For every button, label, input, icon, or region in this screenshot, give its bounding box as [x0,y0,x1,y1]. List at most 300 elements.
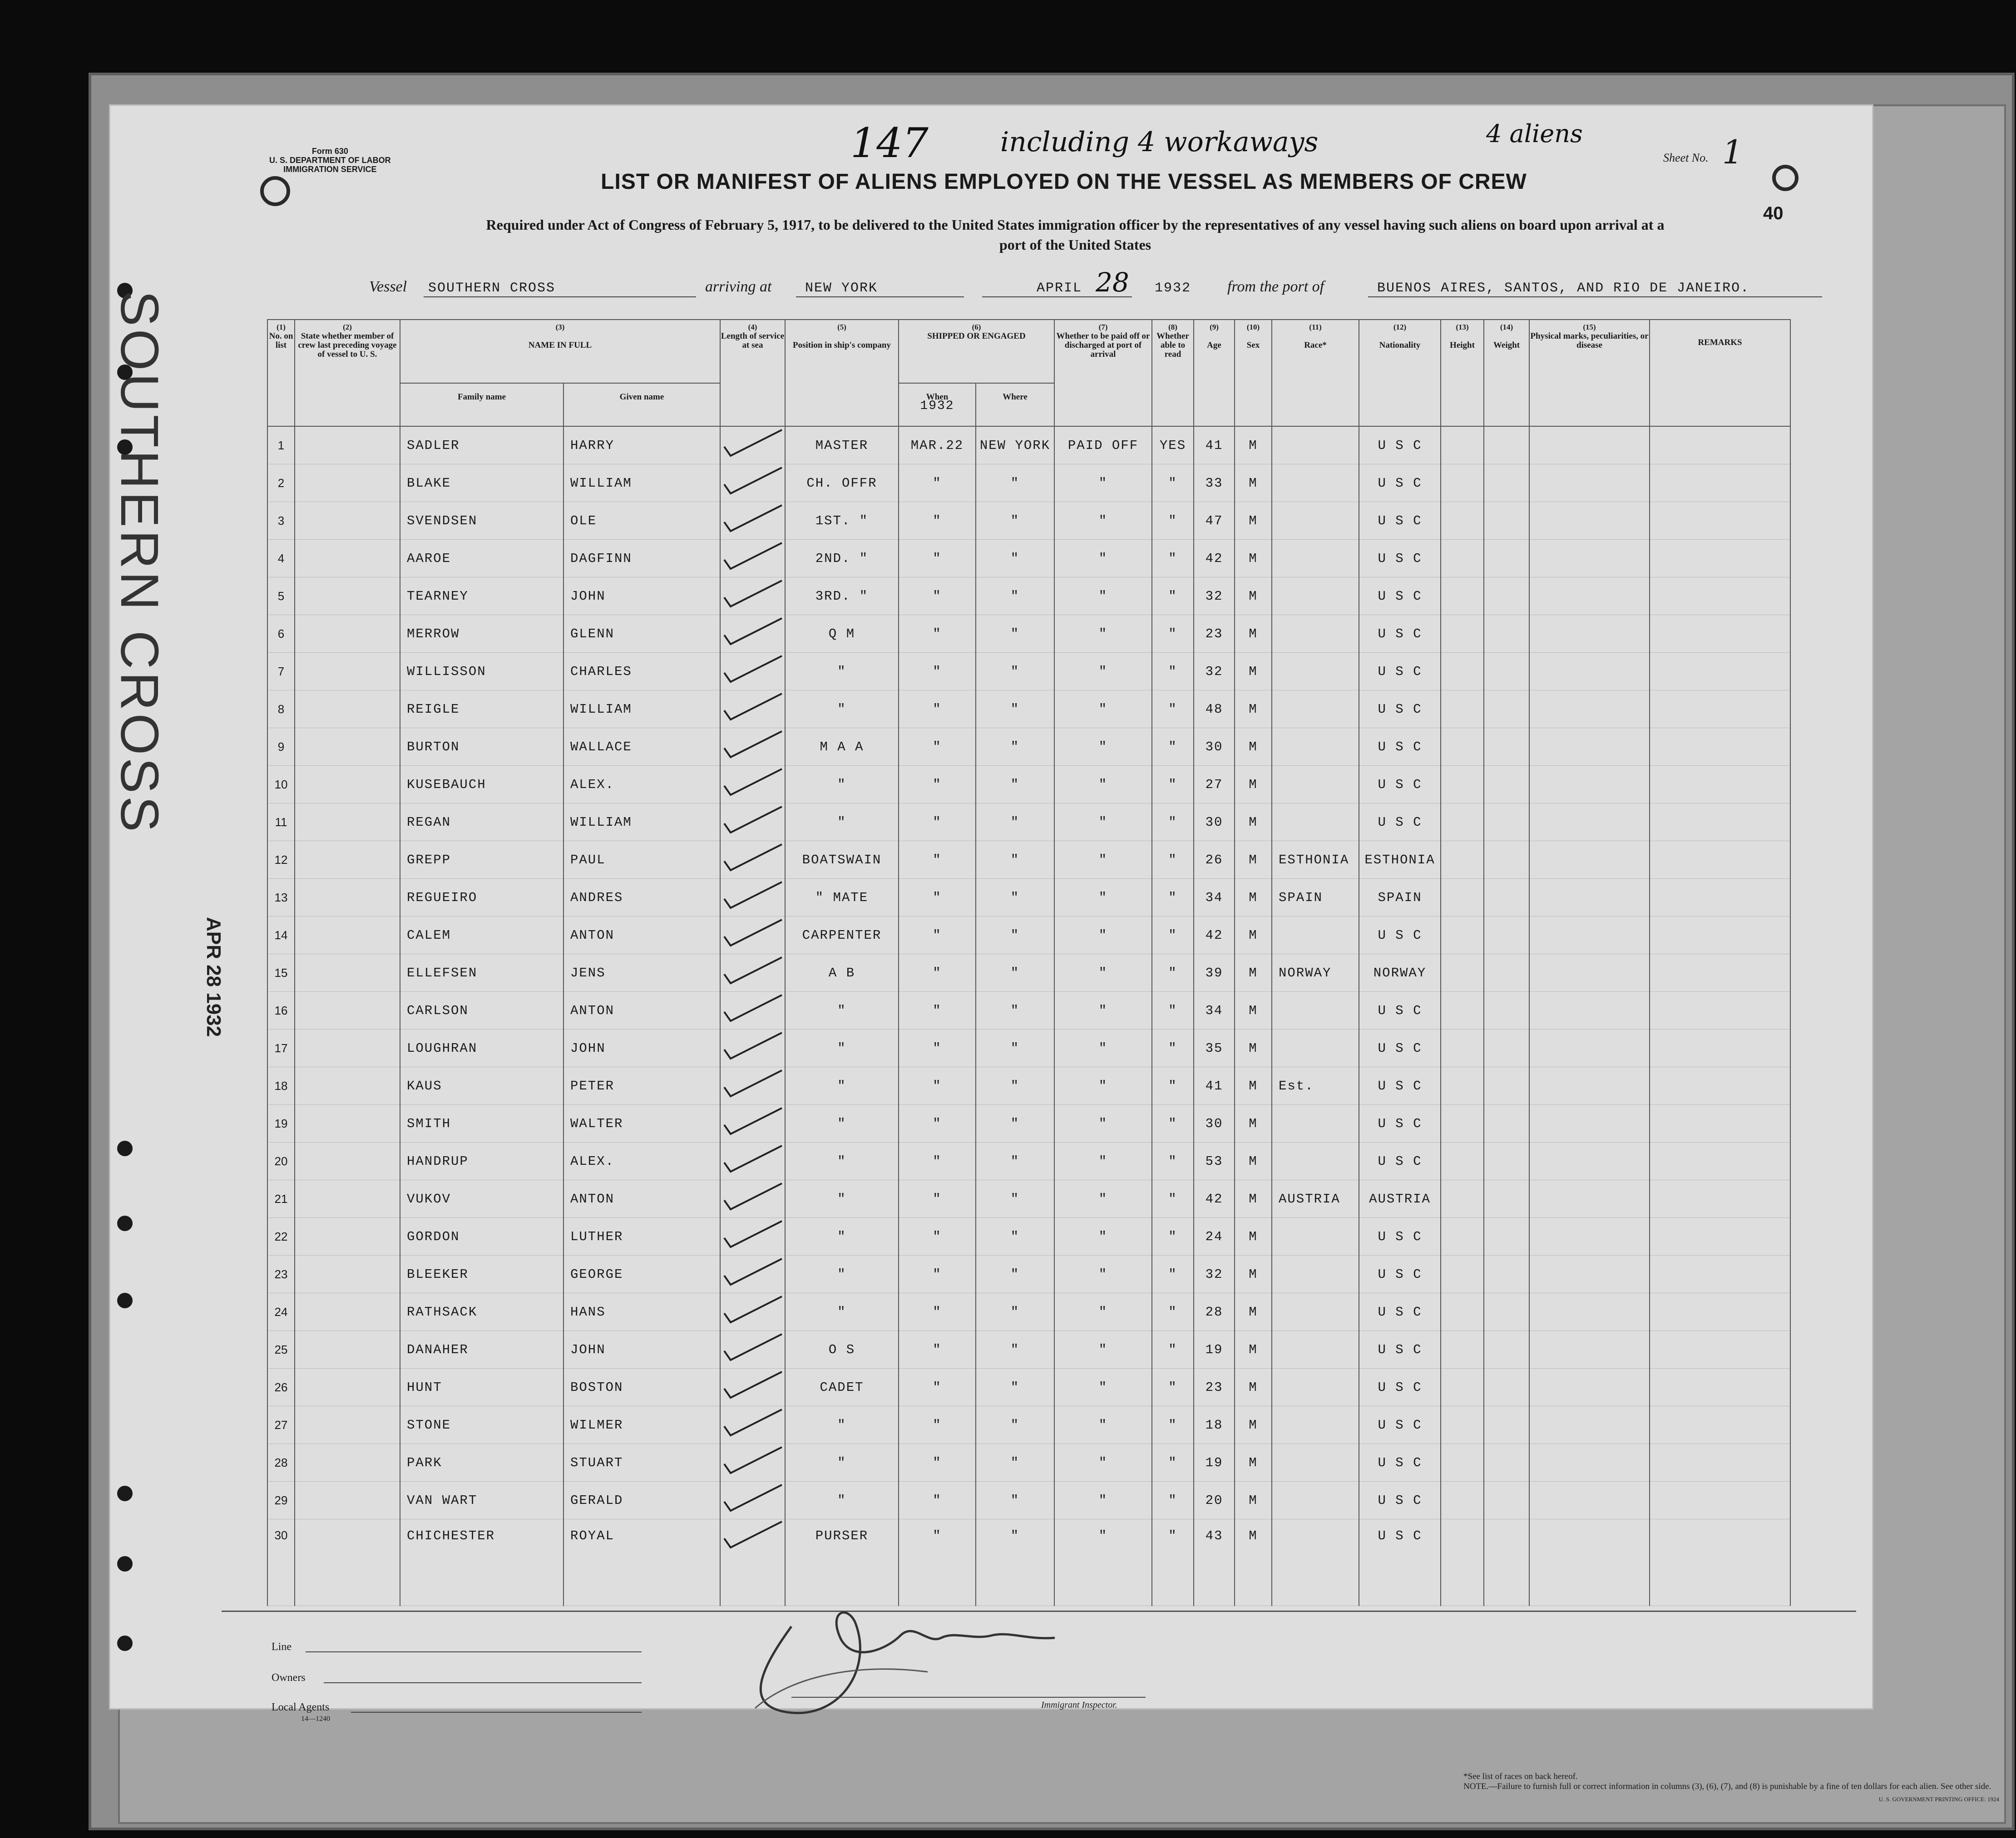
col-header-family-name: Family name [400,383,563,426]
previous-voyage-cell [295,879,400,917]
arrival-month: APRIL [1037,281,1082,296]
family-name: STONE [400,1406,563,1444]
shipped-when: " [899,728,976,766]
age: 18 [1194,1406,1235,1444]
service-length-check [720,1331,785,1369]
remarks [1650,1067,1790,1105]
subtitle-line-1: Required under Act of Congress of February 5, 1917, to be delivered to the United States immigration officer by the representatives of any vessel having such aliens on board upon arrival at a [486,217,1665,233]
row-number: 15 [267,954,295,992]
race [1272,803,1359,841]
able-to-read: " [1152,653,1194,690]
given-name: JENS [563,954,720,992]
service-length-check [720,653,785,690]
able-to-read: " [1152,1105,1194,1143]
position: " [785,1293,899,1331]
able-to-read: " [1152,690,1194,728]
able-to-read: " [1152,1143,1194,1180]
row-number: 5 [267,577,295,615]
family-name: SVENDSEN [400,502,563,540]
table-row [267,426,1790,464]
shipped-where: " [976,1143,1054,1180]
physical-marks [1529,954,1650,992]
table-row [267,1406,1790,1444]
age: 30 [1194,728,1235,766]
family-name: GREPP [400,841,563,879]
service-length-check [720,540,785,577]
service-length-check [720,615,785,653]
table-row [267,803,1790,841]
checkmark-icon [721,1332,784,1364]
punch-hole [117,1216,133,1231]
previous-voyage-cell [295,577,400,615]
shipped-when: " [899,1331,976,1369]
shipped-when: " [899,1105,976,1143]
nationality: U S C [1359,803,1441,841]
shipped-where: " [976,615,1054,653]
service-length-check [720,917,785,954]
family-name: ELLEFSEN [400,954,563,992]
nationality: U S C [1359,502,1441,540]
checkmark-icon [721,880,784,912]
service-length-check [720,1105,785,1143]
row-number: 12 [267,841,295,879]
race [1272,1406,1359,1444]
col-header-weight: (14) Weight [1484,320,1529,426]
height [1441,540,1484,577]
physical-marks [1529,917,1650,954]
shipped-where: " [976,577,1054,615]
given-name: WALLACE [563,728,720,766]
service-length-check [720,1218,785,1256]
sheet-number-label: Sheet No. [1663,151,1709,164]
position: " [785,1143,899,1180]
shipped-when: " [899,992,976,1030]
weight [1484,1030,1529,1067]
checkmark-icon [721,616,784,648]
family-name: CHICHESTER [400,1519,563,1606]
paid-off: " [1054,728,1152,766]
position: 2ND. " [785,540,899,577]
height [1441,728,1484,766]
nationality: U S C [1359,615,1441,653]
family-name: MERROW [400,615,563,653]
given-name: OLE [563,502,720,540]
service-length-check [720,1143,785,1180]
shipped-where: NEW YORK [976,426,1054,464]
sex: M [1235,954,1272,992]
position: " [785,1406,899,1444]
row-number: 18 [267,1067,295,1105]
age: 26 [1194,841,1235,879]
nationality: U S C [1359,1030,1441,1067]
shipped-where: " [976,1369,1054,1406]
shipped-when: " [899,1218,976,1256]
weight [1484,1293,1529,1331]
printing-office: U. S. GOVERNMENT PRINTING OFFICE: 1924 [1878,1796,1999,1803]
shipped-where: " [976,540,1054,577]
physical-marks [1529,577,1650,615]
able-to-read: " [1152,1218,1194,1256]
checkmark-icon [721,842,784,874]
remarks [1650,1519,1790,1606]
service-length-check [720,1519,785,1606]
family-name: CALEM [400,917,563,954]
penalty-note: NOTE.—Failure to furnish full or correct information in columns (3), (6), (7), and (8) is punishable by a fine of ten dollars for each alien. See other side. [1463,1782,1991,1791]
row-number: 29 [267,1482,295,1519]
checkmark-icon [721,1068,784,1100]
race [1272,1331,1359,1369]
sex: M [1235,841,1272,879]
service-length-check [720,1067,785,1105]
height [1441,803,1484,841]
able-to-read: " [1152,841,1194,879]
height [1441,690,1484,728]
service-length-check [720,464,785,502]
physical-marks [1529,1369,1650,1406]
given-name: DAGFINN [563,540,720,577]
owners-label: Owners [272,1672,306,1684]
physical-marks [1529,540,1650,577]
nationality: U S C [1359,1519,1441,1606]
table-row [267,1482,1790,1519]
vessel-name: SOUTHERN CROSS [428,281,556,296]
remarks [1650,766,1790,803]
race [1272,766,1359,803]
sex: M [1235,879,1272,917]
vessel-stamp [107,291,170,971]
shipped-where: " [976,728,1054,766]
weight [1484,1406,1529,1444]
age: 30 [1194,803,1235,841]
sex: M [1235,1180,1272,1218]
previous-voyage-cell [295,653,400,690]
given-name: GLENN [563,615,720,653]
shipped-where: " [976,1482,1054,1519]
able-to-read: " [1152,540,1194,577]
remarks [1650,1218,1790,1256]
remarks [1650,1482,1790,1519]
position: Q M [785,615,899,653]
previous-voyage-cell [295,1218,400,1256]
paid-off: " [1054,1444,1152,1482]
weight [1484,954,1529,992]
height [1441,1519,1484,1606]
previous-voyage-cell [295,803,400,841]
shipped-when: " [899,954,976,992]
remarks [1650,1331,1790,1369]
shipped-where: " [976,1256,1054,1293]
shipped-where: " [976,766,1054,803]
position: " MATE [785,879,899,917]
checkmark-icon [721,804,784,836]
row-number: 1 [267,426,295,464]
physical-marks [1529,841,1650,879]
able-to-read: " [1152,577,1194,615]
height [1441,577,1484,615]
remarks [1650,1293,1790,1331]
col-header-previous-voyage: (2) State whether member of crew last preceding voyage of vessel to U. S. [295,320,400,426]
given-name: PETER [563,1067,720,1105]
service-length-check [720,502,785,540]
sex: M [1235,1105,1272,1143]
nationality: U S C [1359,1143,1441,1180]
paid-off: " [1054,1143,1152,1180]
checkmark-icon [721,541,784,572]
position: " [785,992,899,1030]
handwritten-count: 147 [850,119,929,167]
height [1441,615,1484,653]
arrival-date-rule [982,296,1132,297]
height [1441,426,1484,464]
physical-marks [1529,426,1650,464]
col-header-race: (11) Race* [1272,320,1359,426]
height [1441,1143,1484,1180]
physical-marks [1529,728,1650,766]
able-to-read: " [1152,803,1194,841]
row-number: 8 [267,690,295,728]
physical-marks [1529,803,1650,841]
paid-off: " [1054,841,1152,879]
remarks [1650,728,1790,766]
weight [1484,1218,1529,1256]
punch-hole [117,1293,133,1308]
remarks [1650,540,1790,577]
given-name: STUART [563,1444,720,1482]
col-header-able-to-read: (8) Whether able to read [1152,320,1194,426]
crew-manifest-table [267,319,1791,1606]
family-name: RATHSACK [400,1293,563,1331]
able-to-read: " [1152,464,1194,502]
form-code: 14—1240 [301,1715,330,1723]
shipped-where: " [976,1519,1054,1606]
family-name: REGUEIRO [400,879,563,917]
table-row [267,917,1790,954]
height [1441,1256,1484,1293]
col-header-no: (1) No. on list [267,320,295,426]
shipped-where: " [976,1331,1054,1369]
age: 19 [1194,1331,1235,1369]
able-to-read: YES [1152,426,1194,464]
row-number: 16 [267,992,295,1030]
age: 47 [1194,502,1235,540]
race [1272,1030,1359,1067]
family-name: HUNT [400,1369,563,1406]
nationality: U S C [1359,1406,1441,1444]
race [1272,992,1359,1030]
given-name: CHARLES [563,653,720,690]
paid-off: " [1054,1331,1152,1369]
age: 30 [1194,1105,1235,1143]
family-name: VAN WART [400,1482,563,1519]
shipped-when: " [899,1256,976,1293]
race: AUSTRIA [1272,1180,1359,1218]
height [1441,1293,1484,1331]
previous-voyage-cell [295,1143,400,1180]
age: 39 [1194,954,1235,992]
previous-voyage-cell [295,426,400,464]
position: " [785,1218,899,1256]
position: CARPENTER [785,917,899,954]
previous-voyage-cell [295,992,400,1030]
table-row [267,1105,1790,1143]
shipped-when: " [899,917,976,954]
family-name: PARK [400,1444,563,1482]
shipped-where: " [976,1180,1054,1218]
nationality: U S C [1359,426,1441,464]
checkmark-icon [721,428,784,459]
shipped-when: " [899,841,976,879]
shipped-where: " [976,690,1054,728]
given-name: ANDRES [563,879,720,917]
family-name: BLAKE [400,464,563,502]
able-to-read: " [1152,954,1194,992]
previous-voyage-cell [295,690,400,728]
row-number: 10 [267,766,295,803]
previous-voyage-cell [295,1519,400,1606]
table-row [267,728,1790,766]
family-name: REIGLE [400,690,563,728]
table-row [267,653,1790,690]
checkmark-icon [721,1219,784,1251]
shipped-when: " [899,540,976,577]
physical-marks [1529,653,1650,690]
col-header-paid-off: (7) Whether to be paid off or discharged at port of arrival [1054,320,1152,426]
able-to-read: " [1152,879,1194,917]
race: ESTHONIA [1272,841,1359,879]
able-to-read: " [1152,1482,1194,1519]
physical-marks [1529,1143,1650,1180]
able-to-read: " [1152,917,1194,954]
checkmark-icon [721,1030,784,1062]
remarks [1650,1406,1790,1444]
col-header-where: Where [976,383,1054,426]
previous-voyage-cell [295,1180,400,1218]
height [1441,502,1484,540]
age: 41 [1194,426,1235,464]
race [1272,690,1359,728]
race [1272,1293,1359,1331]
physical-marks [1529,992,1650,1030]
row-number: 24 [267,1293,295,1331]
weight [1484,1444,1529,1482]
shipped-where: " [976,879,1054,917]
previous-voyage-cell [295,1105,400,1143]
previous-voyage-cell [295,502,400,540]
shipped-when: " [899,803,976,841]
table-row [267,1067,1790,1105]
arrival-date-stamp: APR 28 1932 [203,917,225,1037]
row-number: 14 [267,917,295,954]
position: CH. OFFR [785,464,899,502]
position: PURSER [785,1519,899,1606]
remarks [1650,464,1790,502]
family-name: SMITH [400,1105,563,1143]
position: M A A [785,728,899,766]
service-length-check [720,803,785,841]
punch-hole [117,1556,133,1572]
paid-off: " [1054,1482,1152,1519]
service-length-check [720,992,785,1030]
row-number: 19 [267,1105,295,1143]
able-to-read: " [1152,1331,1194,1369]
weight [1484,917,1529,954]
age: 43 [1194,1519,1235,1606]
paid-off: " [1054,1406,1152,1444]
able-to-read: " [1152,1067,1194,1105]
shipped-where: " [976,1406,1054,1444]
previous-voyage-cell [295,1369,400,1406]
local-agents-label: Local Agents [272,1701,330,1713]
position: " [785,1444,899,1482]
nationality: U S C [1359,464,1441,502]
handwritten-aliens-note: 4 aliens [1486,119,1583,148]
physical-marks [1529,502,1650,540]
previous-voyage-cell [295,1444,400,1482]
nationality: U S C [1359,1331,1441,1369]
department-name: U. S. DEPARTMENT OF LABOR [269,156,391,165]
previous-voyage-cell [295,1293,400,1331]
family-name: KAUS [400,1067,563,1105]
family-name: LOUGHRAN [400,1030,563,1067]
paid-off: " [1054,1519,1152,1606]
previous-voyage-cell [295,1256,400,1293]
form-subtitle [247,215,1904,255]
given-name: GEORGE [563,1256,720,1293]
given-name: ALEX. [563,766,720,803]
checkmark-icon [721,1257,784,1288]
nationality: U S C [1359,766,1441,803]
service-length-check [720,1256,785,1293]
sex: M [1235,1218,1272,1256]
row-number: 17 [267,1030,295,1067]
checkmark-icon [721,729,784,761]
sex: M [1235,615,1272,653]
age: 28 [1194,1293,1235,1331]
remarks [1650,879,1790,917]
remarks [1650,502,1790,540]
service-length-check [720,954,785,992]
weight [1484,615,1529,653]
nationality: AUSTRIA [1359,1180,1441,1218]
height [1441,766,1484,803]
checkmark-icon [721,465,784,497]
service-length-check [720,1482,785,1519]
remarks [1650,803,1790,841]
age: 34 [1194,992,1235,1030]
col-header-remarks: REMARKS [1650,320,1790,426]
race [1272,540,1359,577]
paid-off: " [1054,1030,1152,1067]
shipped-where: " [976,1444,1054,1482]
age: 33 [1194,464,1235,502]
family-name: AAROE [400,540,563,577]
col-header-physical-marks: (15) Physical marks, peculiarities, or disease [1529,320,1650,426]
remarks [1650,992,1790,1030]
shipped-when: " [899,1482,976,1519]
position: " [785,803,899,841]
row-number: 22 [267,1218,295,1256]
race [1272,464,1359,502]
age: 32 [1194,577,1235,615]
table-row [267,1030,1790,1067]
remarks [1650,690,1790,728]
weight [1484,841,1529,879]
height [1441,1406,1484,1444]
previous-voyage-cell [295,1406,400,1444]
service-length-check [720,766,785,803]
col-header-given-name: Given name [563,383,720,426]
shipped-when: " [899,1406,976,1444]
